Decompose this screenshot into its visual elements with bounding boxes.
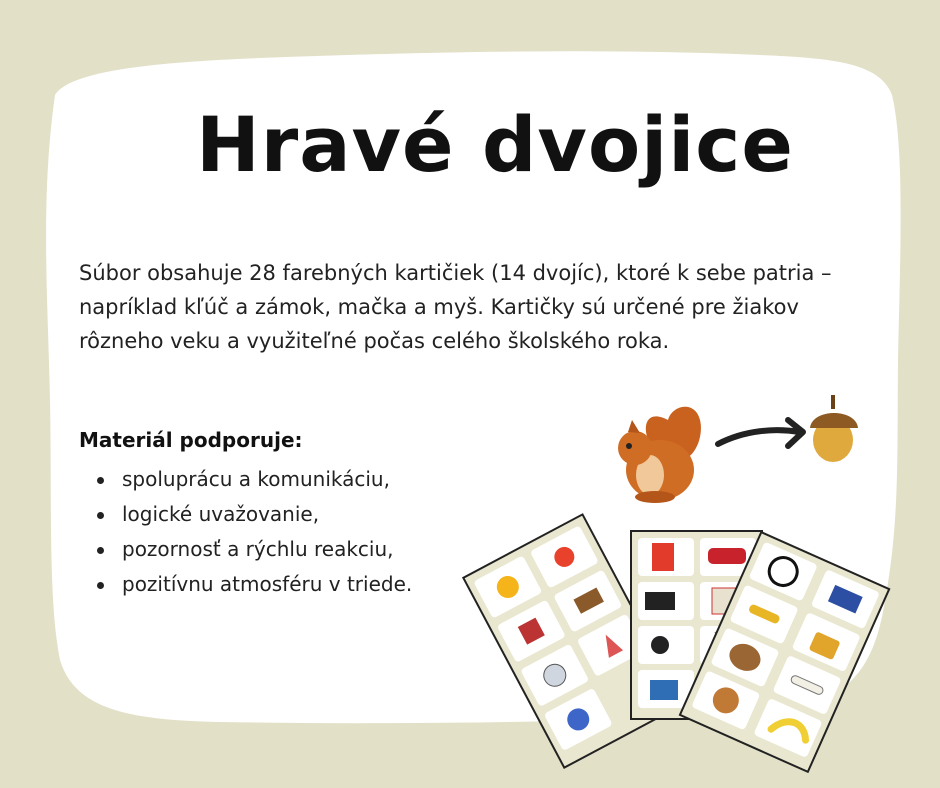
materials-heading: Materiál podporuje: (79, 428, 303, 452)
materials-item: pozornosť a rýchlu reakciu, (79, 532, 412, 567)
description-paragraph: Súbor obsahuje 28 farebných kartičiek (14 dvojíc), ktoré k sebe patria – napríklad kľúč a zámok, mačka a myš. Kartičky sú určené pre žiakov rôzneho veku a využiteľné počas celého školského roka. (79, 261, 832, 353)
materials-item: spoluprácu a komunikáciu, (79, 462, 412, 497)
materials-list (79, 462, 412, 602)
materials-item: logické uvažovanie, (79, 497, 412, 532)
page-title: Hravé dvojice (196, 100, 794, 189)
materials-item: pozitívnu atmosféru v triede. (79, 567, 412, 602)
